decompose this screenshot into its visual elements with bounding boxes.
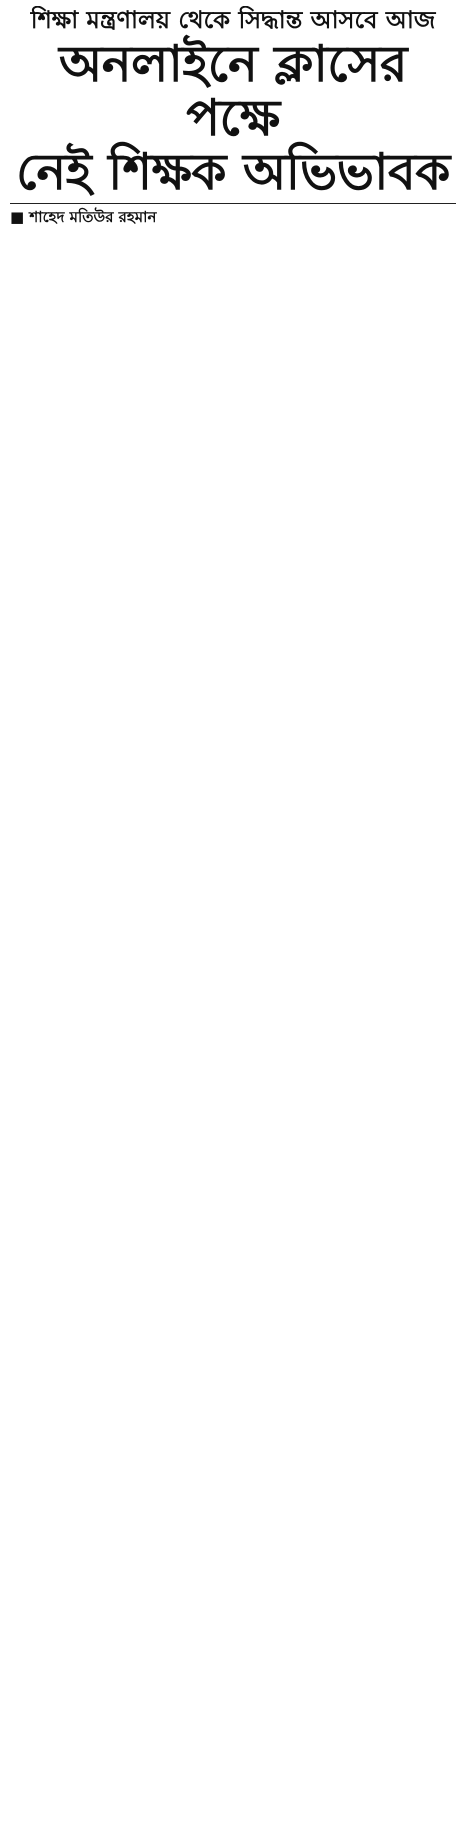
paragraph: [10, 340, 456, 358]
headline-line-1: অনলাইনে ক্লাসের পক্ষে: [58, 34, 408, 147]
article-header: [10, 6, 456, 199]
paragraph: [10, 384, 456, 402]
paragraph: [10, 362, 456, 380]
article-body: [10, 230, 456, 490]
headline: [10, 34, 456, 201]
paragraph: [10, 230, 456, 248]
paragraph: [10, 296, 456, 314]
kicker: শিক্ষা মন্ত্রণালয় থেকে সিদ্ধান্ত আসবে আজ: [30, 6, 436, 34]
headline-line-2: নেই শিক্ষক অভিভাবক: [16, 142, 450, 201]
paragraph: [10, 450, 456, 468]
paragraph: [10, 318, 456, 336]
paragraph: [10, 406, 456, 424]
paragraph: [10, 472, 456, 490]
byline: ■ শাহেদ মতিউর রহমান: [10, 207, 157, 226]
divider: [10, 203, 456, 204]
paragraph: [10, 274, 456, 292]
paragraph: [10, 428, 456, 446]
paragraph: [10, 252, 456, 270]
